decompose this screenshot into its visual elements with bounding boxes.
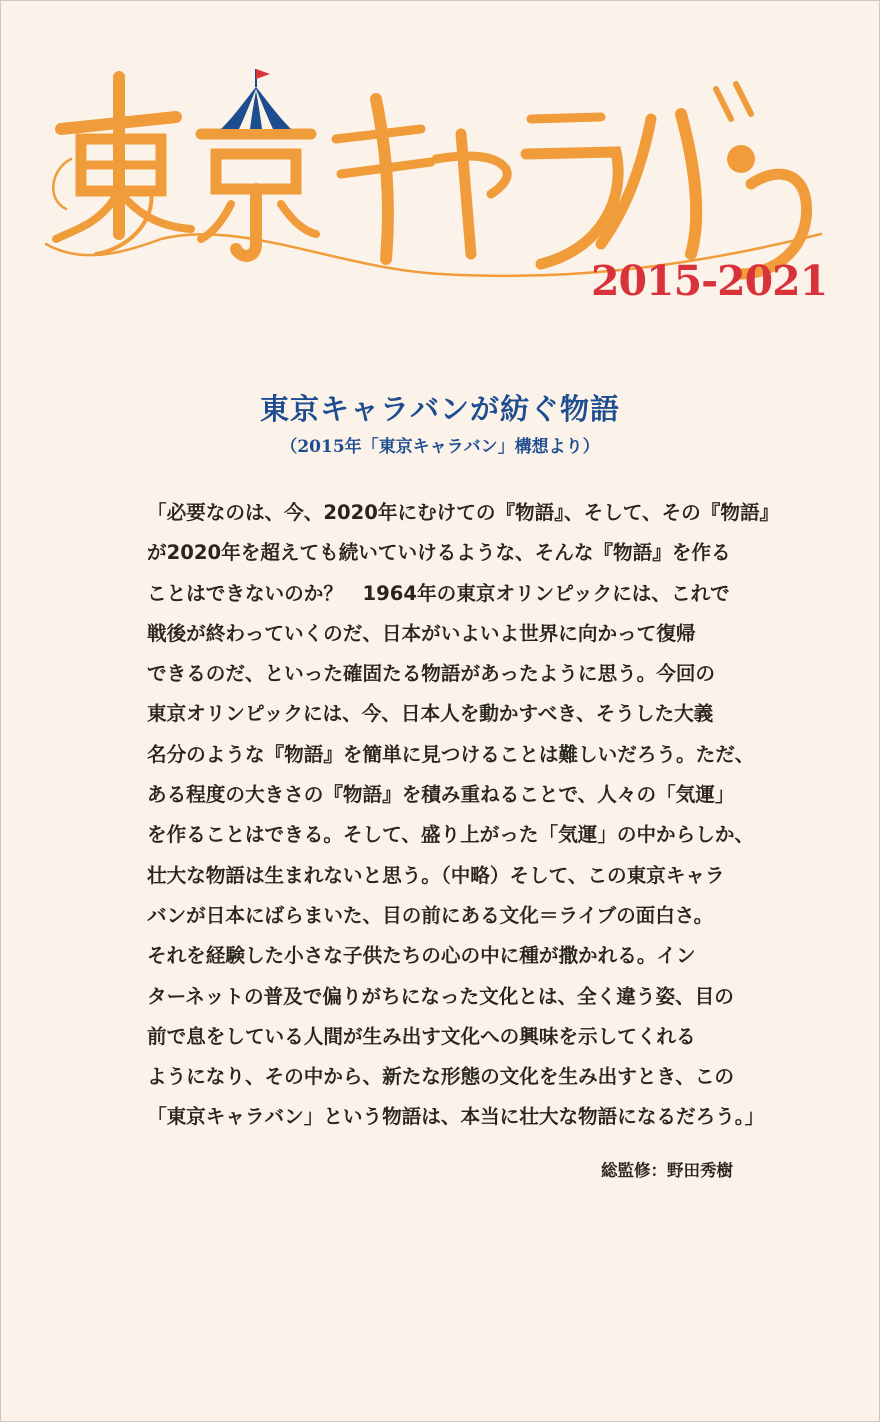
body-line: 前で息をしている人間が生み出す文化への興味を示してくれる (147, 1024, 696, 1048)
section-subtitle: （2015年「東京キャラバン」構想より） (280, 437, 600, 457)
body-line: できるのだ、といった確固たる物語があったように思う。今回の (147, 662, 716, 686)
body-line: 「必要なのは、今、2020年にむけての『物語』、そして、その『物語』 (147, 501, 780, 524)
body-line: バンが日本にばらまいた、目の前にある文化＝ライブの面白さ。 (147, 903, 714, 927)
body-line: 戦後が終わっていくのだ、日本がいよいよ世界に向かって復帰 (147, 621, 696, 645)
years-label: 2015-2021 (591, 257, 828, 305)
body-line: 東京オリンピックには、今、日本人を動かすべき、そうした大義 (147, 702, 714, 726)
logo-char-ki (336, 99, 431, 259)
logo-char-n (727, 145, 807, 274)
section-title: 東京キャラバンが紡ぐ物語 (259, 392, 620, 426)
body-line: を作ることはできる。そして、盛り上がった「気運」の中からしか、 (147, 823, 755, 847)
circus-tent-icon (221, 69, 291, 129)
body-paragraph (147, 493, 780, 1138)
body-line: 「東京キャラバン」という物語は、本当に壮大な物語になるだろう。」 (147, 1105, 765, 1129)
supervisor-credit: 総監修：野田秀樹 (601, 1161, 733, 1180)
body-line: ターネットの普及で偏りがちになった文化とは、全く違う姿、目の (147, 984, 734, 1008)
body-line: ことはできないのか？ 1964年の東京オリンピックには、これで (147, 581, 730, 605)
body-line: 壮大な物語は生まれないと思う。（中略）そして、この東京キャラ (147, 863, 725, 887)
logo-char-ya (436, 134, 507, 254)
body-line: ある程度の大きさの『物語』を積み重ねることで、人々の「気運」 (147, 783, 735, 807)
body-line: ようになり、その中から、新たな形態の文化を生み出すとき、この (147, 1065, 735, 1089)
body-line: が2020年を超えても続いていけるような、そんな『物語』を作る (147, 541, 731, 565)
body-line: 名分のような『物語』を簡単に見つけることは難しいだろう。ただ、 (147, 742, 755, 766)
logo-char-kyo (201, 134, 316, 256)
logo-char-higashi (56, 77, 191, 254)
body-line: それを経験した小さな子供たちの心の中に種が撒かれる。イン (147, 944, 696, 968)
